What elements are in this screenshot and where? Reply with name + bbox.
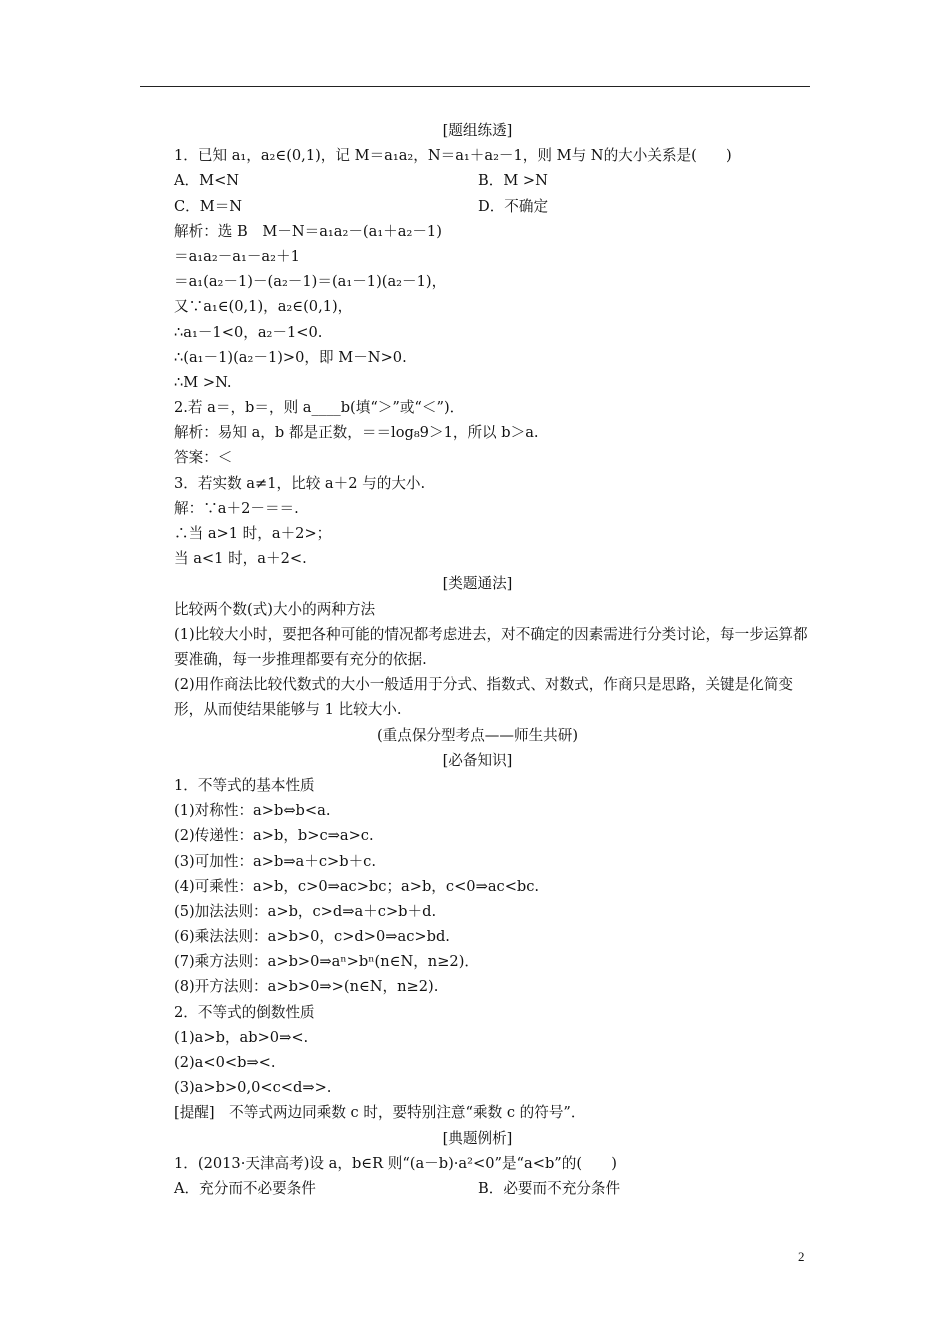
knowledge-1-item: (1)对称性：a>b⇔b<a.: [174, 802, 331, 820]
knowledge-1-item: (7)乘方法则：a>b>0⇒aⁿ>bⁿ(n∈N，n≥2)．: [174, 953, 480, 971]
knowledge-1-item: (5)加法法则：a>b，c>d⇒a＋c>b＋d.: [174, 902, 437, 920]
section-heading-example: [典题例析]: [442, 1129, 513, 1147]
knowledge-1-title: 1．不等式的基本性质: [174, 776, 315, 794]
example-1-option-b: B．必要而不充分条件: [478, 1179, 621, 1197]
q1-options-row2: [140, 194, 815, 219]
q1-solution-line: ＝a₁(a₂－1)－(a₂－1)＝(a₁－1)(a₂－1)，: [174, 273, 447, 291]
section-heading-method: [类题通法]: [442, 575, 513, 593]
header-rule: [140, 86, 810, 87]
q1-solution-line: ∴(a₁－1)(a₂－1)>0，即 M－N>0.: [174, 348, 407, 366]
knowledge-1-item: (4)可乘性：a>b，c>0⇒ac>bc；a>b，c<0⇒ac<bc.: [174, 877, 540, 895]
method-paragraph-2: (2)用作商法比较代数式的大小一般适用于分式、指数式、对数式，作商只是思路，关键是化简变形，从而使结果能够与 1 比较大小.: [174, 676, 794, 719]
q1-options-row1: [140, 168, 815, 193]
q2-answer: 答案：＜: [174, 449, 233, 467]
q3-stem: 3．若实数 a≠1，比较 a＋2 与的大小.: [174, 474, 426, 492]
q1-solution-line: ∴M >N.: [174, 373, 232, 391]
q1-solution-line: 又∵a₁∈(0,1)，a₂∈(0,1)，: [174, 298, 353, 316]
q1-solution-line: 解析：选 B M－N＝a₁a₂－(a₁＋a₂－1): [174, 222, 442, 240]
method-paragraph-1: (1)比较大小时，要把各种可能的情况都考虑进去，对不确定的因素需进行分类讨论，每一步运算都要准确，每一步推理都要有充分的依据.: [174, 625, 808, 668]
reminder-note: [提醒] 不等式两边同乘数 c 时，要特别注意“乘数 c 的符号”．: [174, 1104, 586, 1122]
q3-solution-line: 解：∵a＋2－＝＝.: [174, 499, 299, 517]
section-heading-practice: [题组练透]: [442, 122, 513, 139]
knowledge-2-item: (3)a>b>0,0<c<d⇒>.: [174, 1079, 332, 1097]
knowledge-2-title: 2．不等式的倒数性质: [174, 1003, 315, 1021]
q1-option-a: A．M<N: [174, 172, 240, 190]
q1-solution-line: ＝a₁a₂－a₁－a₂＋1: [174, 247, 300, 265]
q3-solution-line: ∴当 a>1 时，a＋2>；: [174, 525, 332, 542]
q1-option-b: B．M >N: [478, 172, 548, 190]
example-1-options: [140, 1176, 815, 1201]
q2-solution: 解析：易知 a，b 都是正数，＝＝log₈9＞1，所以 b＞a.: [174, 424, 539, 442]
knowledge-1-item: (2)传递性：a>b，b>c⇒a>c.: [174, 827, 374, 845]
knowledge-2-item: (1)a>b，ab>0⇒<.: [174, 1028, 309, 1046]
knowledge-1-item: (8)开方法则：a>b>0⇒>(n∈N，n≥2).: [174, 978, 439, 996]
example-1-option-a: A．充分而不必要条件: [174, 1179, 316, 1197]
q1-option-d: D．不确定: [478, 197, 549, 215]
q1-solution-line: ∴a₁－1<0，a₂－1<0.: [174, 323, 323, 341]
q1-option-c: C．M＝N: [174, 197, 243, 215]
knowledge-2-item: (2)a<0<b⇒<.: [174, 1054, 276, 1071]
method-title: 比较两个数(式)大小的两种方法: [174, 600, 376, 618]
page-content: [140, 118, 815, 1201]
knowledge-1-item: (6)乘法法则：a>b>0，c>d>0⇒ac>bd.: [174, 928, 450, 946]
example-1-stem: 1．(2013·天津高考)设 a，b∈R 则“(a－b)·a²<0”是“a<b”的( ): [174, 1154, 617, 1172]
q3-solution-line: 当 a<1 时，a＋2<.: [174, 550, 307, 568]
section-heading-key-point: (重点保分型考点——师生共研): [376, 726, 579, 744]
q1-stem: 1．已知 a₁，a₂∈(0,1)，记 M＝a₁a₂，N＝a₁＋a₂－1，则 M与 N的大小关系是( ): [174, 147, 732, 165]
page-number: 2: [798, 1249, 805, 1264]
q2-stem: 2.若 a＝，b＝，则 a____b(填“＞”或“＜”)．: [174, 399, 465, 417]
section-heading-knowledge: [必备知识]: [442, 751, 513, 769]
knowledge-1-item: (3)可加性：a>b⇒a＋c>b＋c.: [174, 852, 376, 870]
